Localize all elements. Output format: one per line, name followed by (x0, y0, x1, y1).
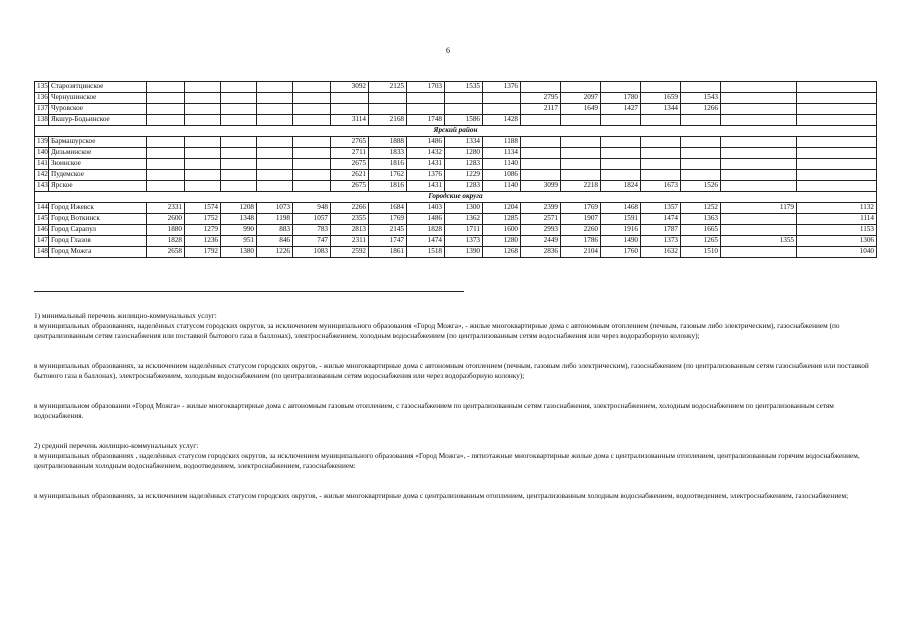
value-cell: 1348 (221, 214, 257, 225)
row-index: 138 (35, 115, 49, 126)
note-2-urban: в муниципальных образованиях , наделённых статусом городских округов, за исключением муниципального образования «Город Можга», - пятиэтажные многоквартирные жилые дома с централизованным отоплением, централизованным горячим водоснабжением, централизованным холодным водоснабжением, водоотведением, электроснабжением, газоснабжением: (34, 451, 860, 470)
value-cell: 846 (257, 236, 293, 247)
value-cell: 1114 (797, 214, 877, 225)
value-cell: 2218 (561, 181, 601, 192)
value-cell (221, 170, 257, 181)
value-cell (185, 82, 221, 93)
value-cell: 1787 (641, 225, 681, 236)
value-cell: 1428 (483, 115, 521, 126)
value-cell (797, 159, 877, 170)
value-cell: 1040 (797, 247, 877, 258)
value-cell: 1649 (561, 104, 601, 115)
value-cell (369, 104, 407, 115)
table-row (35, 236, 877, 247)
value-cell (293, 159, 331, 170)
table-row (35, 93, 877, 104)
value-cell: 1659 (641, 93, 681, 104)
value-cell (293, 82, 331, 93)
value-cell: 1684 (369, 203, 407, 214)
value-cell: 1888 (369, 137, 407, 148)
value-cell (721, 225, 797, 236)
value-cell: 1198 (257, 214, 293, 225)
value-cell (147, 148, 185, 159)
value-cell (561, 82, 601, 93)
value-cell (185, 148, 221, 159)
value-cell (293, 137, 331, 148)
value-cell: 1816 (369, 159, 407, 170)
value-cell (147, 170, 185, 181)
value-cell: 2993 (521, 225, 561, 236)
value-cell (257, 104, 293, 115)
value-cell: 1283 (445, 159, 483, 170)
value-cell: 2125 (369, 82, 407, 93)
row-name: Чуровское (49, 104, 147, 115)
value-cell: 1510 (681, 247, 721, 258)
value-cell: 2260 (561, 225, 601, 236)
value-cell (147, 137, 185, 148)
value-cell (797, 93, 877, 104)
value-cell: 1265 (681, 236, 721, 247)
value-cell (293, 93, 331, 104)
value-cell (293, 181, 331, 192)
value-cell: 1086 (483, 170, 521, 181)
value-cell (147, 159, 185, 170)
row-index: 135 (35, 82, 49, 93)
table-row (35, 104, 877, 115)
row-name: Город Можга (49, 247, 147, 258)
row-index: 141 (35, 159, 49, 170)
value-cell (257, 170, 293, 181)
value-cell (257, 82, 293, 93)
row-index: 146 (35, 225, 49, 236)
value-cell (185, 93, 221, 104)
value-cell (331, 93, 369, 104)
row-index: 148 (35, 247, 49, 258)
value-cell: 2600 (147, 214, 185, 225)
value-cell (293, 170, 331, 181)
value-cell (407, 104, 445, 115)
value-cell (601, 82, 641, 93)
value-cell (185, 170, 221, 181)
value-cell (641, 82, 681, 93)
value-cell: 2711 (331, 148, 369, 159)
value-cell: 1861 (369, 247, 407, 258)
value-cell: 1344 (641, 104, 681, 115)
value-cell (483, 93, 521, 104)
value-cell (521, 148, 561, 159)
value-cell (601, 170, 641, 181)
value-cell: 2621 (331, 170, 369, 181)
value-cell (293, 148, 331, 159)
value-cell (601, 148, 641, 159)
value-cell (221, 148, 257, 159)
value-cell: 1535 (445, 82, 483, 93)
row-name: Пудемское (49, 170, 147, 181)
row-name: Чернушинское (49, 93, 147, 104)
value-cell (147, 93, 185, 104)
value-cell: 1816 (369, 181, 407, 192)
value-cell: 1357 (641, 203, 681, 214)
value-cell: 2675 (331, 159, 369, 170)
value-cell (221, 137, 257, 148)
value-cell: 2145 (369, 225, 407, 236)
value-cell (797, 137, 877, 148)
value-cell: 2675 (331, 181, 369, 192)
value-cell: 1586 (445, 115, 483, 126)
value-cell: 1486 (407, 137, 445, 148)
value-cell (369, 93, 407, 104)
note-2-title: 2) средний перечень жилищно-коммунальных услуг: (34, 441, 199, 450)
value-cell: 1280 (445, 148, 483, 159)
value-cell: 883 (257, 225, 293, 236)
value-cell: 951 (221, 236, 257, 247)
value-cell: 1747 (369, 236, 407, 247)
value-cell (257, 148, 293, 159)
value-cell: 1431 (407, 181, 445, 192)
value-cell: 1833 (369, 148, 407, 159)
value-cell: 1786 (561, 236, 601, 247)
value-cell: 1543 (681, 93, 721, 104)
value-cell: 1153 (797, 225, 877, 236)
row-index: 142 (35, 170, 49, 181)
value-cell (445, 93, 483, 104)
value-cell (797, 181, 877, 192)
value-cell: 1208 (221, 203, 257, 214)
value-cell: 1468 (601, 203, 641, 214)
value-cell (797, 104, 877, 115)
value-cell: 1283 (445, 181, 483, 192)
value-cell: 1179 (721, 203, 797, 214)
value-cell (681, 148, 721, 159)
value-cell: 1300 (445, 203, 483, 214)
value-cell: 1673 (641, 181, 681, 192)
value-cell (521, 170, 561, 181)
table-row (35, 82, 877, 93)
row-name: Город Воткинск (49, 214, 147, 225)
value-cell: 3099 (521, 181, 561, 192)
value-cell: 2399 (521, 203, 561, 214)
value-cell: 1591 (601, 214, 641, 225)
value-cell: 1880 (147, 225, 185, 236)
value-cell: 2311 (331, 236, 369, 247)
value-cell (601, 137, 641, 148)
value-cell: 1427 (601, 104, 641, 115)
row-index: 143 (35, 181, 49, 192)
value-cell (721, 159, 797, 170)
section-title: Городские округа (35, 192, 877, 203)
row-index: 139 (35, 137, 49, 148)
value-cell (721, 82, 797, 93)
table-row (35, 137, 877, 148)
value-cell: 1362 (445, 214, 483, 225)
value-cell (521, 137, 561, 148)
value-cell: 1306 (797, 236, 877, 247)
value-cell (797, 115, 877, 126)
value-cell: 1188 (483, 137, 521, 148)
note-2-rural: в муниципальных образованиях, за исключением наделённых статусом городских округов, - жилые многоквартирные дома с централизованным отоплением, централизованным холодным водоснабжением, водоотведением, электроснабжением, газоснабжением; (34, 491, 849, 500)
value-cell: 1780 (601, 93, 641, 104)
value-cell (257, 181, 293, 192)
value-cell: 1518 (407, 247, 445, 258)
value-cell (221, 181, 257, 192)
page-number: 6 (446, 46, 450, 55)
value-cell (561, 115, 601, 126)
value-cell: 1390 (445, 247, 483, 258)
value-cell: 2658 (147, 247, 185, 258)
value-cell: 1752 (185, 214, 221, 225)
value-cell: 1762 (369, 170, 407, 181)
value-cell: 1711 (445, 225, 483, 236)
value-cell: 1140 (483, 181, 521, 192)
table-row (35, 203, 877, 214)
value-cell: 1526 (681, 181, 721, 192)
value-cell (561, 137, 601, 148)
value-cell (721, 181, 797, 192)
row-index: 144 (35, 203, 49, 214)
value-cell: 1073 (257, 203, 293, 214)
value-cell (641, 170, 681, 181)
value-cell: 1226 (257, 247, 293, 258)
value-cell: 2836 (521, 247, 561, 258)
value-cell (601, 115, 641, 126)
value-cell: 1632 (641, 247, 681, 258)
value-cell (221, 159, 257, 170)
value-cell (797, 170, 877, 181)
value-cell (721, 247, 797, 258)
value-cell (561, 159, 601, 170)
value-cell: 1083 (293, 247, 331, 258)
value-cell: 3114 (331, 115, 369, 126)
value-cell (521, 82, 561, 93)
value-cell: 948 (293, 203, 331, 214)
value-cell: 1916 (601, 225, 641, 236)
value-cell (445, 104, 483, 115)
subsistence-table (34, 81, 877, 258)
table-row (35, 247, 877, 258)
value-cell: 1474 (641, 214, 681, 225)
value-cell: 1236 (185, 236, 221, 247)
row-index: 140 (35, 148, 49, 159)
value-cell (147, 181, 185, 192)
value-cell (797, 82, 877, 93)
value-cell: 1132 (797, 203, 877, 214)
value-cell (721, 137, 797, 148)
row-name: Ярское (49, 181, 147, 192)
value-cell: 1432 (407, 148, 445, 159)
value-cell (681, 170, 721, 181)
value-cell: 1792 (185, 247, 221, 258)
value-cell: 1769 (561, 203, 601, 214)
value-cell: 2571 (521, 214, 561, 225)
row-name: Город Глазов (49, 236, 147, 247)
value-cell: 2104 (561, 247, 601, 258)
value-cell (681, 82, 721, 93)
value-cell: 1760 (601, 247, 641, 258)
value-cell (721, 93, 797, 104)
value-cell: 1769 (369, 214, 407, 225)
value-cell: 990 (221, 225, 257, 236)
value-cell (641, 148, 681, 159)
value-cell: 1376 (483, 82, 521, 93)
section-title: Ярский район (35, 126, 877, 137)
value-cell: 2449 (521, 236, 561, 247)
table-row (35, 225, 877, 236)
note-1-urban: в муниципальных образованиях, наделённых статусом городских округов, за исключением муниципального образования «Город Можга», - жилые многоквартирные дома с автономным отоплением (печным, газовым либо электрическим), газоснабжением (по централизованным сетям газоснабжения или поставкой бытового газа в баллонах), электроснабжением, холодным водоснабжением (по централизованным сетям водоснабжения или через водоразборную колонку); (34, 321, 840, 340)
value-cell: 1134 (483, 148, 521, 159)
value-cell: 1373 (445, 236, 483, 247)
value-cell: 1486 (407, 214, 445, 225)
value-cell: 1907 (561, 214, 601, 225)
value-cell: 1828 (147, 236, 185, 247)
value-cell (257, 159, 293, 170)
value-cell (521, 115, 561, 126)
value-cell: 1824 (601, 181, 641, 192)
value-cell (561, 148, 601, 159)
value-cell: 1574 (185, 203, 221, 214)
value-cell (147, 82, 185, 93)
value-cell: 3092 (331, 82, 369, 93)
row-name: Бармашурское (49, 137, 147, 148)
row-name: Якшур-Бодьинское (49, 115, 147, 126)
value-cell: 2765 (331, 137, 369, 148)
footnote-divider (34, 291, 464, 292)
value-cell (483, 104, 521, 115)
note-1-rural: в муниципальных образованиях, за исключением наделённых статусом городских округов, - жилые многоквартирные дома с автономным отоплением (печным, газовым либо электрическим), газоснабжением (по централизованным сетям газоснабжения или поставкой бытового газа в баллонах), электроснабжением, холодным водоснабжением (по централизованным сетям водоснабжения или через водоразборную колонку); (34, 361, 869, 380)
value-cell (257, 115, 293, 126)
table-row (35, 214, 877, 225)
table-row (35, 115, 877, 126)
value-cell (641, 137, 681, 148)
value-cell: 2117 (521, 104, 561, 115)
value-cell: 2266 (331, 203, 369, 214)
value-cell: 1252 (681, 203, 721, 214)
value-cell (721, 115, 797, 126)
footnotes (34, 296, 874, 510)
value-cell (407, 93, 445, 104)
value-cell (293, 115, 331, 126)
value-cell (721, 148, 797, 159)
value-cell: 1490 (601, 236, 641, 247)
value-cell: 2097 (561, 93, 601, 104)
row-index: 145 (35, 214, 49, 225)
value-cell: 747 (293, 236, 331, 247)
value-cell (185, 137, 221, 148)
value-cell (257, 137, 293, 148)
value-cell: 1380 (221, 247, 257, 258)
value-cell (521, 159, 561, 170)
table-row (35, 181, 877, 192)
value-cell: 1376 (407, 170, 445, 181)
note-1-title: 1) минимальный перечень жилищно-коммунальных услуг: (34, 311, 217, 320)
value-cell (221, 93, 257, 104)
value-cell: 1334 (445, 137, 483, 148)
value-cell: 1403 (407, 203, 445, 214)
row-index: 147 (35, 236, 49, 247)
value-cell (257, 93, 293, 104)
value-cell: 1748 (407, 115, 445, 126)
value-cell (601, 159, 641, 170)
value-cell: 1600 (483, 225, 521, 236)
table-row (35, 159, 877, 170)
value-cell (721, 170, 797, 181)
value-cell (797, 148, 877, 159)
value-cell: 2168 (369, 115, 407, 126)
value-cell: 1703 (407, 82, 445, 93)
value-cell (681, 115, 721, 126)
value-cell (221, 82, 257, 93)
value-cell (331, 104, 369, 115)
value-cell: 1665 (681, 225, 721, 236)
value-cell: 1279 (185, 225, 221, 236)
value-cell: 1363 (681, 214, 721, 225)
section-row-district (35, 126, 877, 137)
row-index: 137 (35, 104, 49, 115)
value-cell: 2795 (521, 93, 561, 104)
value-cell: 1828 (407, 225, 445, 236)
table-row (35, 170, 877, 181)
section-row-city (35, 192, 877, 203)
note-1-mozhga: в муниципальном образовании «Город Можга» - жилые многоквартирные дома с автономным газовым отоплением, с газоснабжением по централизованным сетям газоснабжения, электроснабжением, холодным водоснабжением по централизованным сетям водоснабжения. (34, 401, 834, 420)
value-cell (641, 159, 681, 170)
value-cell: 1140 (483, 159, 521, 170)
row-name: Зюинское (49, 159, 147, 170)
value-cell (221, 104, 257, 115)
value-cell: 2331 (147, 203, 185, 214)
value-cell: 1229 (445, 170, 483, 181)
value-cell (185, 104, 221, 115)
row-index: 136 (35, 93, 49, 104)
value-cell: 2355 (331, 214, 369, 225)
row-name: Город Ижевск (49, 203, 147, 214)
value-cell: 2592 (331, 247, 369, 258)
value-cell (293, 104, 331, 115)
table-row (35, 148, 877, 159)
value-cell: 1057 (293, 214, 331, 225)
value-cell: 1474 (407, 236, 445, 247)
row-name: Старозятцинское (49, 82, 147, 93)
value-cell (185, 181, 221, 192)
value-cell (221, 115, 257, 126)
value-cell (185, 159, 221, 170)
value-cell: 2813 (331, 225, 369, 236)
value-cell (147, 115, 185, 126)
value-cell: 1204 (483, 203, 521, 214)
value-cell (721, 214, 797, 225)
value-cell (185, 115, 221, 126)
value-cell: 1285 (483, 214, 521, 225)
value-cell (147, 104, 185, 115)
value-cell (561, 170, 601, 181)
value-cell: 1280 (483, 236, 521, 247)
value-cell: 783 (293, 225, 331, 236)
value-cell (681, 159, 721, 170)
value-cell: 1355 (721, 236, 797, 247)
value-cell (721, 104, 797, 115)
row-name: Дизьминское (49, 148, 147, 159)
value-cell: 1373 (641, 236, 681, 247)
value-cell: 1431 (407, 159, 445, 170)
value-cell (641, 115, 681, 126)
value-cell: 1266 (681, 104, 721, 115)
value-cell (681, 137, 721, 148)
row-name: Город Сарапул (49, 225, 147, 236)
value-cell: 1268 (483, 247, 521, 258)
